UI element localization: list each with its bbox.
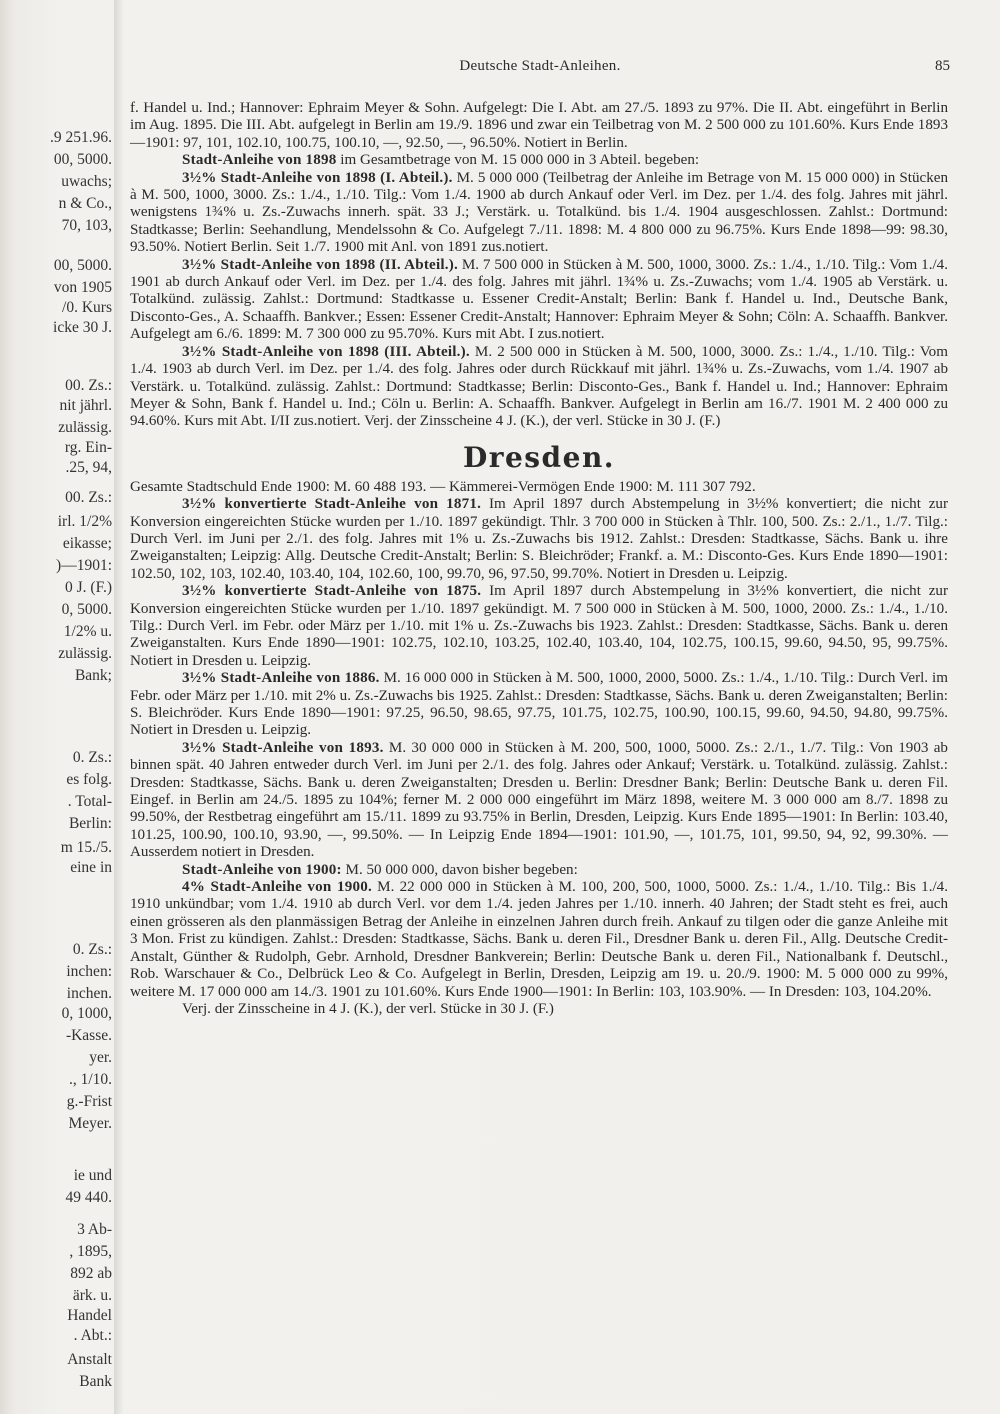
loan-text: M. 22 000 000 in Stücken à M. 100, 200, 500, 1000, 5000. Zs.: 1./4., 1./10. Tilg.: Bis 1./4. 1910 unkündbar; vom 1./4. 1910 ab durch Verl. vor dem 1./4. jeden Jahres per 1./10. innerh. 40 Jahren; der Stadt steht es frei, auch einen grösseren als den planmässigen Betrag der Anleihe in einzelnen Jahren durch freih. Ankauf zu tilgen oder die ganze Anleihe mit 3 Mon. Frist zu kündigen. Zahlst.: Dresden: Stadtkasse, Sächs. Bank u. deren Fil., Dresdner Bank u. deren Fil., Allg. Deutsche Credit-Anstalt, Günther & Rudolph, Gebr. Arnhold, Dresdner Bankverein; Berlin: Deutsche Bank u. deren Fil., Nationalbank f. Deutschl., Rob. Warschauer & Co., Delbrück Leo & Co. Aufgelegt in Berlin, Dresden, Leipzig am 19. u. 20./9. 1900: M. 5 000 000 zu 99%, weitere M. 17 000 000 am 14./3. 1901 zu 101.60%. Kurs Ende 1900—1901: In Berlin: 103, 103.90%. — In Dresden: 103, 104.20%.	[130, 879, 949, 1000]
left-page-fragment: eikasse;	[62, 535, 112, 552]
loan-text: M. 50 000 000, davon bisher begeben:	[341, 861, 578, 878]
loan-paragraph	[130, 583, 948, 670]
left-page-fragment: Berlin:	[68, 815, 112, 832]
page-number: 85	[935, 58, 950, 74]
loan-paragraph	[130, 1001, 948, 1018]
loan-text: Im April 1897 durch Abstempelung in 3½% konvertiert, die nicht zur Konversion eingereichten Stücke wurden per 1./10. 1897 gekündigt. M. 7 500 000 in Stücken à M. 500, 1000, 2000. Zs.: 1./4., 1./10. Tilg.: Durch Verl. im Febr. oder März per 1./10. mit 1% u. Zs.-Zuwachs bis 1923. Zahlst.: Dresden: Stadtkasse, Sächs. Bank u. deren Zweiganstalten. Kurs Ende 1890—1901: 102.75, 102.10, 103.25, 102.40, 103.40, 104, 102.75, 100.15, 99.60, 94.50, 95, 99.75%. Notiert in Dresden u. Leipzig.	[130, 583, 948, 669]
left-page-fragment: -Kasse.	[65, 1027, 112, 1044]
header-title: Deutsche Stadt-Anleihen.	[459, 58, 621, 74]
left-page-fragment: icke 30 J.	[53, 319, 112, 336]
loan-paragraph	[130, 152, 948, 169]
left-page-fragment: . Abt.:	[73, 1327, 112, 1344]
left-page-fragment: 0, 1000,	[61, 1005, 112, 1022]
left-page-fragment: n & Co.,	[58, 195, 112, 212]
left-page-fragment: zulässig.	[58, 645, 112, 662]
loan-text: Im April 1897 durch Abstempelung in 3½% konvertiert; die nicht zur Konversion eingereichten Stücke wurden per 1./10. 1897 gekündigt. Thlr. 3 700 000 in Stücken à Thlr. 100, 500. Zs.: 2./1., 1./7. Tilg.: Durch Verl. im Juni per 2./1. des folg. Jahres mit 1% u. Zs.-Zuwachs bis 1912. Zahlst.: Dresden: Stadtkasse, Sächs. Bank u. ihre Zweiganstalten; Leipzig: Allg. Deutsche Credit-Anstalt; Berlin: S. Bleichröder; Frankf. a. M.: Disconto-Ges. Kurs Ende 1890—1901: 102.50, 102, 103, 102.40, 103.40, 104, 102.60, 100, 99.70, 96, 97.50, 99.70%. Notiert in Dresden u. Leipzig.	[130, 496, 948, 582]
left-page-fragment: 49 440.	[65, 1189, 112, 1206]
left-page-fragment: ärk. u.	[72, 1287, 112, 1304]
left-page-fragment: .25, 94,	[65, 459, 112, 476]
loan-title: Stadt-Anleihe von 1900:	[182, 861, 342, 878]
running-header	[130, 58, 950, 82]
left-page-fragment: uwachs;	[61, 173, 112, 190]
left-page-fragment: 00, 5000.	[53, 151, 112, 168]
loan-paragraph	[130, 170, 948, 257]
loan-title: 3½% Stadt-Anleihe von 1898 (III. Abteil.).	[182, 343, 470, 360]
left-page-fragment: nit jährl.	[59, 397, 112, 414]
city-heading: Dresden.	[462, 440, 616, 474]
loan-title: 3½% konvertierte Stadt-Anleihe von 1871.	[182, 496, 482, 513]
left-page-fragment: , 1895,	[69, 1243, 112, 1260]
loan-paragraph	[130, 100, 948, 152]
left-page-fragment: 0. Zs.:	[72, 749, 112, 766]
loan-paragraph	[130, 670, 948, 740]
left-page-fragment: .9 251.96.	[50, 129, 112, 146]
left-page-fragment: 00. Zs.:	[65, 377, 112, 394]
left-page-fragment: 0. Zs.:	[72, 941, 112, 958]
left-page-fragment: rg. Ein-	[64, 439, 112, 456]
loan-title: 4% Stadt-Anleihe von 1900.	[182, 879, 372, 896]
loan-title: Stadt-Anleihe von 1898	[182, 152, 337, 169]
left-page-edge	[0, 0, 112, 1414]
left-page-fragment: 1/2% u.	[63, 623, 112, 640]
left-page-fragment: 892 ab	[70, 1265, 112, 1282]
left-page-fragment: 0 J. (F.)	[65, 579, 112, 596]
loan-paragraph	[130, 740, 948, 862]
loan-paragraph	[130, 879, 948, 1001]
left-page-fragment: 3 Ab-	[77, 1221, 112, 1238]
dresden-section	[130, 496, 948, 1018]
left-page-fragment: ie und	[73, 1167, 112, 1184]
left-page-fragment: g.-Frist	[66, 1093, 112, 1110]
loan-text: M. 30 000 000 in Stücken à M. 200, 500, 1000, 5000. Zs.: 2./1., 1./7. Tilg.: Von 1903 ab binnen spät. 40 Jahren entweder durch Verl. im Juni per 2./1. des folg. Jahres oder Ankauf; Verstärk. u. Totalkünd. zulässig. Zahlst.: Dresden: Stadtkasse, Sächs. Bank u. deren Zweiganstalten; Dresden u. Berlin: Dresdner Bank; Berlin: Deutsche Bank u. deren Fil. Eingef. in Berlin am 24./5. 1895 zu 104%; ferner M. 2 000 000 eingeführt im März 1898, weitere M. 3 000 000 am 8./7. 1898 zu 99.50%, der Restbetrag eingeführt am 15./11. 1899 zu 93.75% in Berlin, Dresden, Leipzig. Kurs Ende 1895—1901: In Berlin: 103.40, 101.25, 100.90, 100.10, 93.90, —, 99.50%. — In Leipzig Ende 1894—1901: 101.90, —, 101.75, 101, 99.50, 94, 92, 99.30%. — Ausserdem notiert in Dresden.	[130, 739, 948, 861]
loan-text: Verj. der Zinsscheine in 4 J. (K.), der verl. Stücke in 30 J. (F.)	[182, 1000, 554, 1017]
loan-paragraph	[130, 496, 948, 583]
loan-text: f. Handel u. Ind.; Hannover: Ephraim Meyer & Sohn. Aufgelegt: Die I. Abt. am 27./5. 1893 zu 97%. Die II. Abt. eingeführt in Berlin im Aug. 1895. Die III. Abt. aufgelegt in Berlin am 19./9. 1896 und zwar ein Teilbetrag von M. 2 500 000 zu 101.60%. Kurs Ende 1893—1901: 97, 101, 102.10, 100.75, 100.10, —, 92.50, —, 96.50%. Notiert in Berlin.	[130, 100, 948, 151]
left-page-fragment: Anstalt	[67, 1351, 112, 1368]
loan-text: M. 5 000 000 (Teilbetrag der Anleihe im Betrage von M. 15 000 000) in Stücken à M. 500, 1000, 3000. Zs.: 1./4., 1./10. Tilg.: Vom 1./4. 1900 ab durch Ankauf oder Verl. im Dez. per 1./4. des folg. Jahres mit jährl. wenigstens 1¾% u. Zs.-Zuwachs innerh. spät. 33 J.; Verstärk. u. Totalkünd. bis 1./4. 1904 ausgeschlossen. Zahlst.: Dortmund: Stadtkasse; Berlin: Seehandlung, Mendelssohn & Co. Aufgelegt 7./11. 1898: M. 4 800 000 zu 96.75%. Kurs Ende 1898—99: 98.30, 93.50%. Notiert Berlin. Seit 1./7. 1900 mit Anl. von 1891 zus.notiert.	[130, 169, 949, 256]
left-page-fragment: Bank	[79, 1373, 112, 1390]
left-page-fragment: Meyer.	[68, 1115, 112, 1132]
left-page-fragment: )—1901:	[56, 557, 112, 574]
loan-text: M. 7 500 000 in Stücken à M. 500, 1000, 3000. Zs.: 1./4., 1./10. Tilg.: Vom 1./4. 1901 ab durch Ankauf oder Verl. im Dez. per 1./4. des folg. Jahres mit jährl. 1¾% u. Zs.-Zuwachs; vom 1./4. 1905 ab Verstärk. u. Totalkünd. zulässig. Zahlst.: Dortmund: Stadtkasse u. Essener Credit-Anstalt; Berlin: Bank f. Handel u. Ind., Deutsche Bank, Disconto-Ges., A. Schaaffh. Bankver.; Essen: Essener Credit-Anstalt; Hannover: Ephraim Meyer & Sohn; Cöln: A. Schaaffh. Bankver. Aufgelegt am 6./6. 1899: M. 7 300 000 zu 95.70%. Kurs mit Abt. I zus.notiert.	[130, 256, 948, 343]
left-page-fragment: ., 1/10.	[68, 1071, 112, 1088]
left-page-fragment: 0, 5000.	[61, 601, 112, 618]
loan-title: 3½% Stadt-Anleihe von 1898 (I. Abteil.).	[182, 169, 453, 186]
left-page-fragment: yer.	[89, 1049, 112, 1066]
loan-title: 3½% konvertierte Stadt-Anleihe von 1875.	[182, 583, 482, 600]
left-page-fragment: von 1905	[53, 279, 112, 296]
loan-paragraph	[130, 862, 948, 879]
page-body	[130, 100, 948, 1018]
left-page-fragment: m 15./5.	[60, 839, 112, 856]
left-page-fragment: es folg.	[66, 771, 112, 788]
left-page-fragment: . Total-	[67, 793, 112, 810]
left-page-fragment: irl. 1/2%	[57, 513, 112, 530]
loan-text: im Gesamtbetrage von M. 15 000 000 in 3 Abteil. begeben:	[336, 152, 700, 169]
loan-title: 3½% Stadt-Anleihe von 1893.	[182, 739, 384, 756]
left-page-fragment: 70, 103,	[61, 217, 112, 234]
city-debt-summary: Gesamte Stadtschuld Ende 1900: M. 60 488 193. — Kämmerei-Vermögen Ende 1900: M. 111 307 792.	[130, 478, 756, 495]
left-page-fragment: eine in	[70, 859, 112, 876]
left-page-fragment: /0. Kurs	[62, 299, 112, 316]
loan-paragraph	[130, 257, 948, 344]
left-page-fragment: 00, 5000.	[53, 257, 112, 274]
loan-paragraph	[130, 344, 948, 431]
left-page-fragment: inchen.	[66, 985, 112, 1002]
left-page-fragment: Handel	[67, 1307, 112, 1324]
left-page-fragment: Bank;	[74, 667, 112, 684]
loan-title: 3½% Stadt-Anleihe von 1886.	[182, 670, 380, 687]
loan-text: M. 2 500 000 in Stücken à M. 500, 1000, 3000. Zs.: 1./4., 1./10. Tilg.: Vom 1./4. 1903 ab durch Verl. im Dez. per 1./4. des folg. Jahres oder durch Rückkauf mit jährl. 1¾% u. Zs.-Zuwachs, vom 1./4. 1907 ab Verstärk. u. Totalkünd. zulässig. Zahlst.: Dortmund: Stadtkasse; Berlin: Disconto-Ges., Bank f. Handel u. Ind.; Hannover: Ephraim Meyer & Sohn, Bank f. Handel u. Ind.; Cöln u. Berlin: A. Schaaffh. Bankver. Aufgelegt in Berlin am 16./7. 1901 M. 2 400 000 zu 94.60%. Kurs mit Abt. I/II zus.notiert. Verj. der Zinsscheine 4 J. (K.), der verl. Stücke in 30 J. (F.)	[130, 343, 948, 430]
left-page-fragment: 00. Zs.:	[65, 489, 112, 506]
left-page-fragment: inchen:	[66, 963, 112, 980]
previous-city-section	[130, 100, 948, 431]
loan-title: 3½% Stadt-Anleihe von 1898 (II. Abteil.).	[182, 256, 458, 273]
left-page-fragment: zulässig.	[58, 419, 112, 436]
gutter-shadow	[114, 0, 124, 1414]
loan-text: M. 16 000 000 in Stücken à M. 500, 1000, 2000, 5000. Zs.: 1./4., 1./10. Tilg.: Durch Verl. im Febr. oder März per 1./10. mit 2% u. Zs.-Zuwachs bis 1925. Zahlst.: Dresden: Stadtkasse, Sächs. Bank u. deren Zweiganstalten; Berlin: S. Bleichröder. Kurs Ende 1890—1901: 97.25, 96.50, 98.65, 97.75, 101.75, 102.75, 100.90, 100.15, 99.60, 94.50, 94.80, 99.75%. Notiert in Dresden u. Leipzig.	[130, 670, 948, 739]
